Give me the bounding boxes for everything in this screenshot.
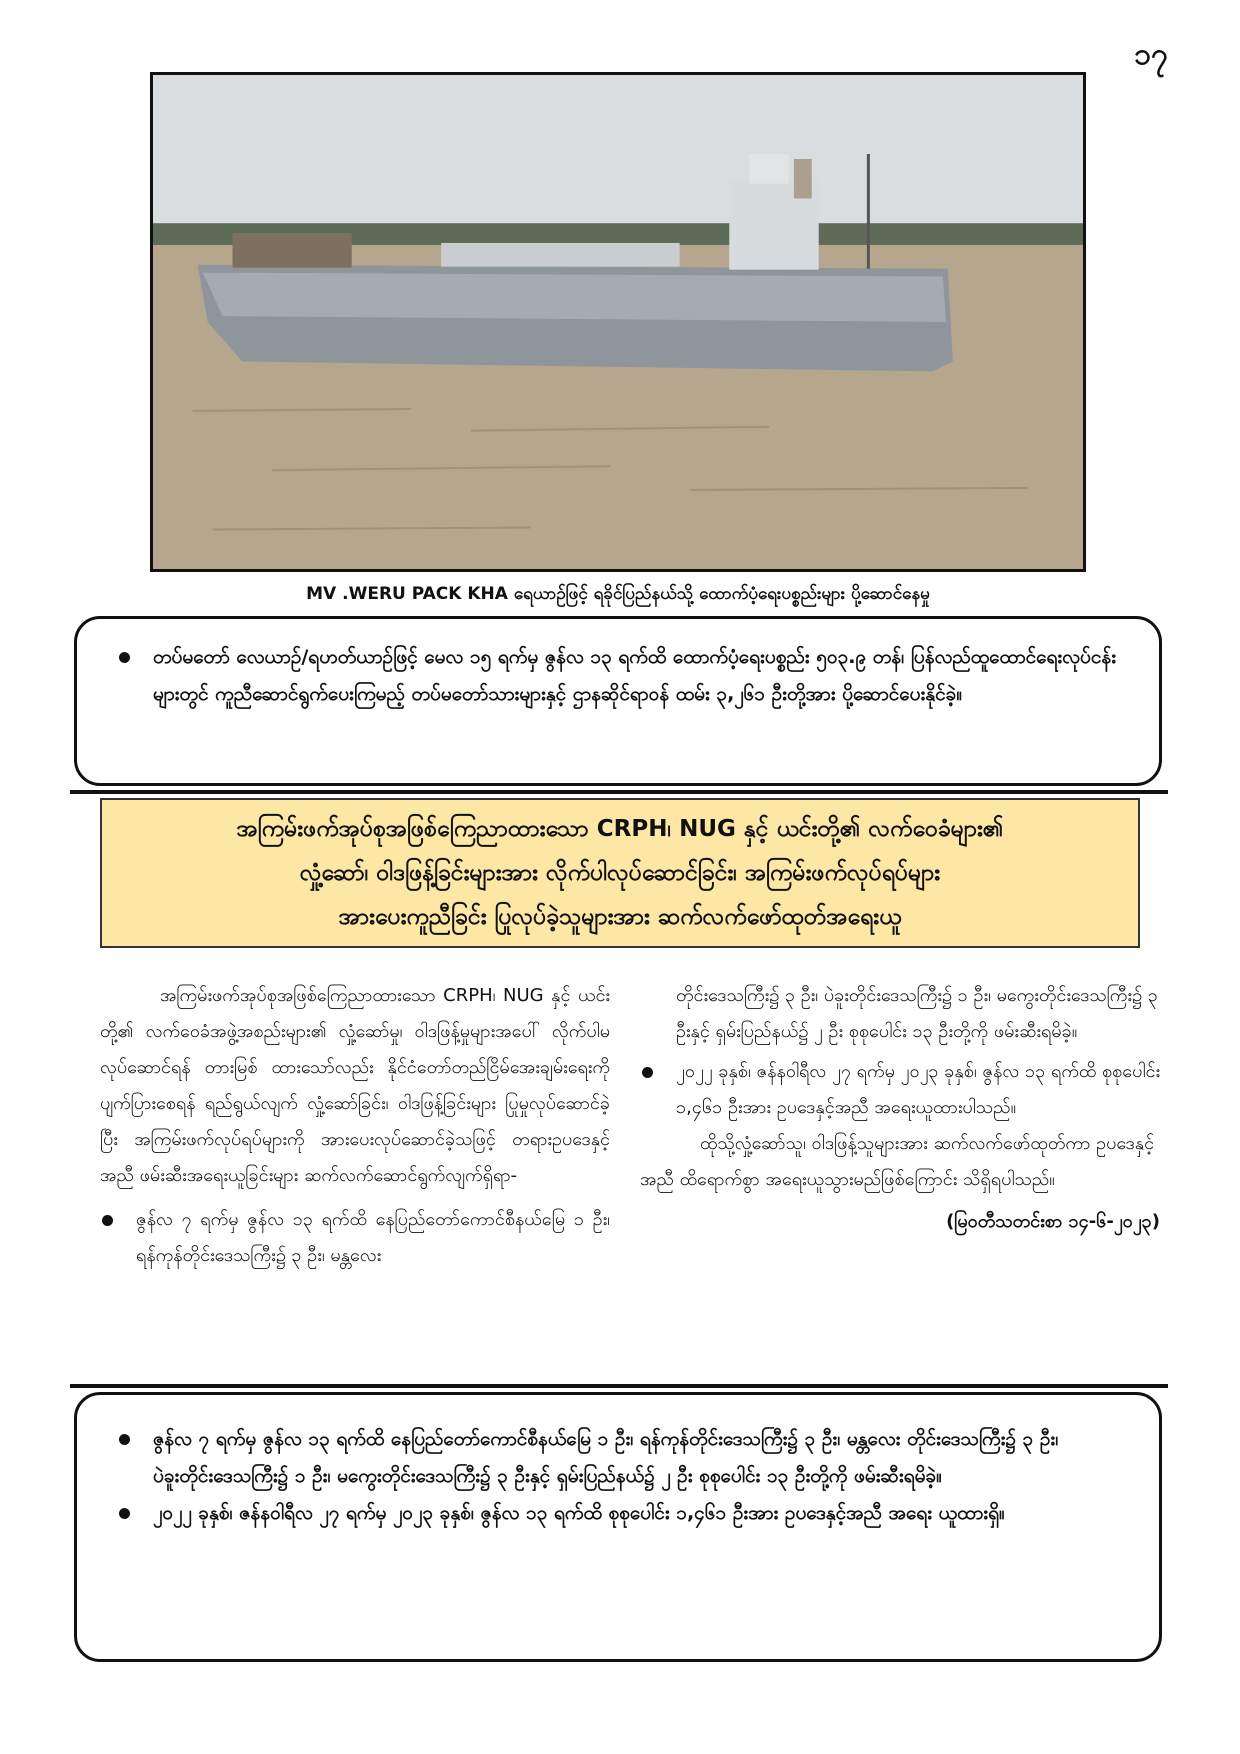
article-intro: အကြမ်းဖက်အုပ်စုအဖြစ်ကြေညာထားသော CRPH၊ NUG နှင့် ယင်းတို့၏ လက်ဝေခံအဖွဲ့အစည်းများ၏ လှုံ့ဆော်မှု၊ ဝါဒဖြန့်မှုများအပေါ် လိုက်ပါမလုပ်ဆောင်ရန် တားမြစ် ထားသော်လည်း နိုင်ငံတော်တည်ငြိမ်အေးချမ်းရေးကို ပျက်ပြားစေရန် ရည်ရွယ်လျက် လှုံ့ဆော်ခြင်း၊ ဝါဒဖြန့်ခြင်းများ ပြုမှုလုပ်ဆောင်ခဲ့ပြီး အကြမ်းဖက်လုပ်ရပ်များကို အားပေးလုပ်ဆောင်ခဲ့သဖြင့် တရားဥပဒေနှင့်အညီ ဖမ်းဆီးအရေးယူခြင်းများ ဆက်လက်ဆောင်ရွက်လျက်ရှိရာ- bbox=[100, 985, 610, 1186]
bullet-icon bbox=[642, 1067, 653, 1078]
bullet-text: ၂၀၂၂ ခုနှစ်၊ ဇန်နဝါရီလ ၂၇ ရက်မှ ၂၀၂၃ ခုနှစ်၊ ဇွန်လ ၁၃ ရက်ထိ စုစုပေါင်း ၁,၄၆၁ ဦးအား ဥပဒေနှင့်အညီ အရေး ယူထားရှိ။ bbox=[153, 1502, 1005, 1524]
list-item bbox=[100, 1202, 610, 1274]
bullet-text: တပ်မတော် လေယာဉ်/ရဟတ်ယာဉ်ဖြင့် မေလ ၁၅ ရက်မှ ဇွန်လ ၁၃ ရက်ထိ ထောက်ပံ့ရေးပစ္စည်း ၅၀၃.၉ တန်၊ ပြန်လည်ထူထောင်ရေးလုပ်ငန်းများတွင် ကူညီဆောင်ရွက်ပေးကြမည့် တပ်မတော်သားများနှင့် ဌာနဆိုင်ရာဝန် ထမ်း ၃,၂၆၁ ဦးတို့အား ပို့ဆောင်ပေးနိုင်ခဲ့။ bbox=[153, 646, 1117, 705]
bullet-icon bbox=[119, 1434, 130, 1445]
ship-photo bbox=[150, 72, 1086, 572]
summary-box-bottom bbox=[74, 1392, 1162, 1662]
bullet-icon bbox=[119, 652, 130, 663]
list-item bbox=[117, 639, 1123, 713]
bullet-icon bbox=[102, 1215, 113, 1226]
bullet-continuation: တိုင်းဒေသကြီး၌ ၃ ဦး၊ ပဲခူးတိုင်းဒေသကြီး၌ ၁ ဦး၊ မကွေးတိုင်းဒေသကြီး၌ ၃ ဦးနှင့် ရှမ်းပြည်နယ်၌ ၂ ဦး စုစုပေါင်း ၁၃ ဦးတို့ကို ဖမ်းဆီးရမိခဲ့။ bbox=[676, 985, 1158, 1042]
bullet-icon bbox=[119, 1508, 130, 1519]
bullet-text: ၂၀၂၂ ခုနှစ်၊ ဇန်နဝါရီလ ၂၇ ရက်မှ ၂၀၂၃ ခုနှစ်၊ ဇွန်လ ၁၃ ရက်ထိ စုစုပေါင်း ၁,၄၆၁ ဦးအား ဥပဒေနှင့်အညီ အရေးယူထားပါသည်။ bbox=[676, 1061, 1161, 1118]
list-item bbox=[117, 1421, 1123, 1495]
article-closing: ထိုသို့လှုံ့ဆော်သူ၊ ဝါဒဖြန့်သူများအား ဆက်လက်ဖော်ထုတ်ကာ ဥပဒေနှင့်အညီ ထိရောက်စွာ အရေးယူသွားမည်ဖြစ်ကြောင်း သိရှိရပါသည်။ bbox=[640, 1133, 1155, 1190]
article-source: (မြဝတီသတင်းစာ ၁၄-၆-၂၀၂၃) bbox=[946, 1211, 1160, 1232]
article-column-right bbox=[640, 978, 1160, 1240]
headline-line: လှုံ့ဆော်၊ ဝါဒဖြန့်ခြင်းများအား လိုက်ပါလုပ်ဆောင်ခြင်း၊ အကြမ်းဖက်လုပ်ရပ်များ bbox=[299, 860, 941, 886]
headline-line: အကြမ်းဖက်အုပ်စုအဖြစ်ကြေညာထားသော CRPH၊ NUG နှင့် ယင်းတို့၏ လက်ဝေခံများ၏ bbox=[236, 816, 1004, 842]
headline-banner bbox=[100, 798, 1140, 948]
divider bbox=[70, 790, 1168, 794]
bullet-text: ဇွန်လ ၇ ရက်မှ ဇွန်လ ၁၃ ရက်ထိ နေပြည်တော်ကောင်စီနယ်မြေ ၁ ဦး၊ ရန်ကုန်တိုင်းဒေသကြီး၌ ၃ ဦး၊ မန္တလေး bbox=[136, 1209, 610, 1266]
bullet-text: ဇွန်လ ၇ ရက်မှ ဇွန်လ ၁၃ ရက်ထိ နေပြည်တော်ကောင်စီနယ်မြေ ၁ ဦး၊ ရန်ကုန်တိုင်းဒေသကြီး၌ ၃ ဦး၊ မန္တလေး တိုင်းဒေသကြီး၌ ၃ ဦး၊ ပဲခူးတိုင်းဒေသကြီး၌ ၁ ဦး၊ မကွေးတိုင်းဒေသကြီး၌ ၃ ဦးနှင့် ရှမ်းပြည်နယ်၌ ၂ ဦး စုစုပေါင်း ၁၃ ဦးတို့ကို ဖမ်းဆီးရမိခဲ့။ bbox=[153, 1428, 1059, 1487]
sky bbox=[153, 75, 1083, 243]
article-column-left bbox=[100, 978, 610, 1274]
list-item bbox=[640, 1054, 1160, 1126]
photo-caption: MV .WERU PACK KHA ရေယာဉ်ဖြင့် ရခိုင်ပြည်နယ်သို့ ထောက်ပံ့ရေးပစ္စည်းများ ပို့ဆောင်နေမှု bbox=[306, 584, 930, 604]
list-item bbox=[117, 1495, 1123, 1532]
divider bbox=[70, 1384, 1168, 1388]
page-number: ၁၇ bbox=[1134, 37, 1168, 72]
headline-line: အားပေးကူညီခြင်း ပြုလုပ်ခဲ့သူများအား ဆက်လက်ဖော်ထုတ်အရေးယူ bbox=[338, 904, 902, 930]
ship-illustration bbox=[153, 75, 1083, 569]
summary-box-top bbox=[74, 616, 1162, 786]
